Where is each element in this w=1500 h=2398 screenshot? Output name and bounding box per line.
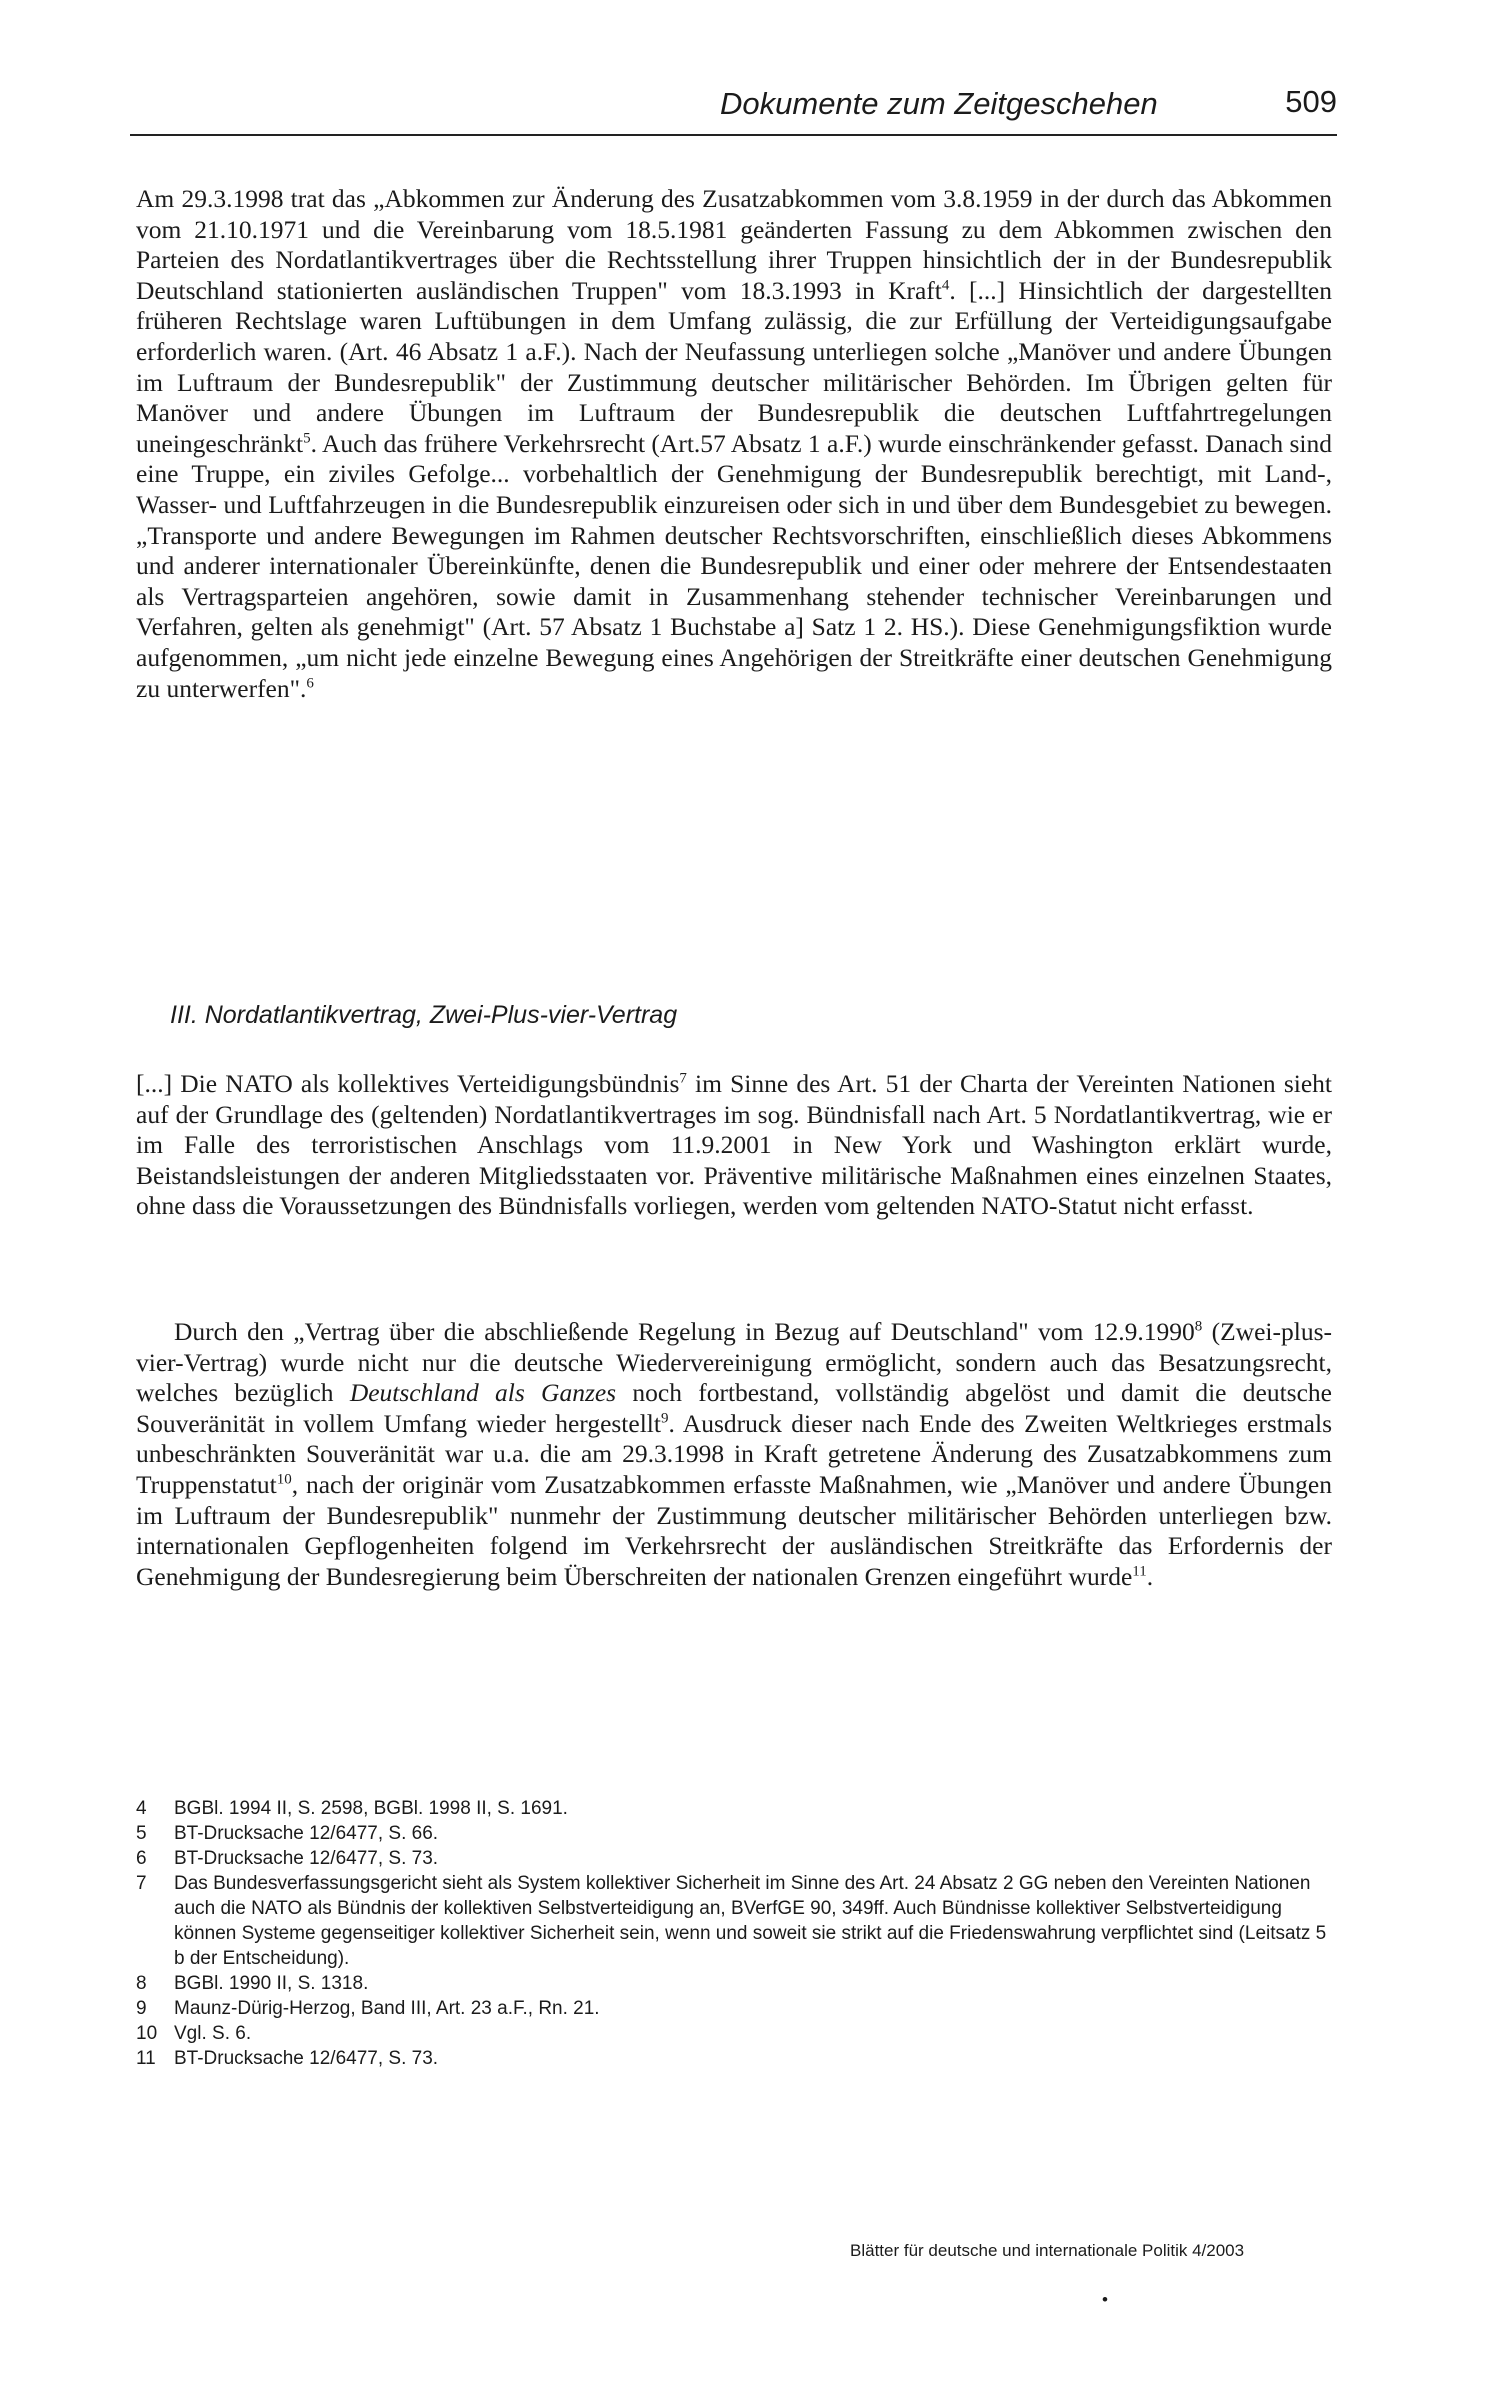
- italic-phrase: Deutschland als Ganzes: [349, 1378, 617, 1408]
- footnote-item: [136, 1871, 1336, 1971]
- journal-footer: Blätter für deutsche und internationale Politik 4/2003: [850, 2241, 1245, 2260]
- footnote-ref-11: 11: [1132, 1563, 1147, 1580]
- paragraph-nato-alliance: [136, 1069, 1332, 1222]
- footnote-item: [136, 1971, 1336, 1996]
- footnote-number: 10: [136, 2023, 158, 2044]
- footnotes: [136, 1796, 1336, 2071]
- footnote-ref-8: 8: [1194, 1318, 1203, 1335]
- footnote-item: [136, 1996, 1336, 2021]
- footnote-text: Maunz-Dürig-Herzog, Band III, Art. 23 a.F., Rn. 21.: [174, 1998, 600, 2019]
- footnote-number: 11: [136, 2048, 156, 2069]
- footnote-ref-5: 5: [303, 430, 311, 447]
- footnote-ref-4: 4: [941, 277, 950, 294]
- footnote-text: BT-Drucksache 12/6477, S. 66.: [174, 1823, 439, 1844]
- footnote-text: Vgl. S. 6.: [174, 2023, 252, 2044]
- footnote-number: 6: [136, 1848, 147, 1869]
- footnote-ref-7: 7: [679, 1070, 687, 1087]
- paragraph-text: . [...] Hinsichtlich der dargestellten früheren Rechtslage waren Luftübungen in dem Umfang zulässig, die zur Erfüllung der Verteidigungsaufgabe erforderlich waren. (Art. 46 Absatz 1 a.F.). Nach der Neufassung unterliegen solche „Manöver und andere Übungen im Luftraum der Bundesrepublik" der Zustimmung deutscher militärischer Behörden. Im Übrigen gelten für Manöver und andere Übungen im Luftraum der Bundesrepublik die deutschen Luftfahrtregelungen uneingeschränkt: [136, 275, 1332, 458]
- footnote-item: [136, 1821, 1336, 1846]
- footnote-number: 4: [136, 1798, 147, 1819]
- footnote-text: Das Bundesverfassungsgericht sieht als System kollektiver Sicherheit im Sinne des Art. 24 Absatz 2 GG neben den Vereinten Nationen auch die NATO als Bündnis der kollektiven Selbstverteidigung an, BVerfGE 90, 349ff. Auch Bündnisse kollektiver Selbstverteidigung können Systeme gegenseitiger kollektiver Sicherheit sein, wenn und soweit sie strikt auf die Friedenswahrung verpflichtet sind (Leitsatz 5 b der Entscheidung).: [174, 1873, 1327, 1969]
- footnote-number: 7: [136, 1873, 147, 1894]
- footnote-item: [136, 2021, 1336, 2046]
- footnote-text: BGBl. 1990 II, S. 1318.: [174, 1973, 369, 1994]
- paragraph-text: . Auch das frühere Verkehrsrecht (Art.57 Absatz 1 a.F.) wurde einschränkender gefasst. Danach sind eine Truppe, ein ziviles Gefolge... vorbehaltlich der Genehmigung der Bundesrepublik berechtigt, mit Land-, Wasser- und Luftfahrzeugen in die Bundesrepublik einzureisen oder sich in und über dem Bundesgebiet zu bewegen. „Transporte und andere Bewegungen im Rahmen deutscher Rechtsvorschriften, einschließlich dieses Abkommens und anderer internationaler Übereinkünfte, denen die Bundesrepublik und einer oder mehrere der Entsendestaaten als Vertragsparteien angehören, sowie damit in Zusammenhang stehender technischer Vereinbarungen und Verfahren, gelten als genehmigt" (Art. 57 Absatz 1 Buchstabe a] Satz 1 2. HS.). Diese Genehmigungsfiktion wurde aufgenommen, „um nicht jede einzelne Bewegung eines Angehörigen der Streitkräfte einer deutschen Genehmigung zu unterwerfen".: [136, 428, 1333, 703]
- footnote-text: BT-Drucksache 12/6477, S. 73.: [174, 1848, 439, 1869]
- paragraph-text: . Ausdruck dieser nach Ende des Zweiten Weltkrieges erstmals unbeschränkten Souveränität war u.a. die am 29.3.1998 in Kraft getretene Änderung des Zusatzabkommens zum Truppenstatut: [136, 1408, 1332, 1499]
- paragraph-text: im Sinne des Art. 51 der Charta der Vereinten Nationen sieht auf der Grundlage des (geltenden) Nordatlantikvertrages im sog. Bündnisfall nach Art. 5 Nordatlantikvertrag, wie er im Falle des terroristischen Anschlags vom 11.9.2001 in New York und Washington erklärt wurde, Beistandsleistungen der anderen Mitgliedsstaaten vor. Präventive militärische Maßnahmen eines einzelnen Staates, ohne dass die Voraussetzungen des Bündnisfalls vorliegen, werden vom geltenden NATO-Statut nicht erfasst.: [136, 1069, 1332, 1221]
- footer-mark: •: [1102, 2290, 1108, 2309]
- footnote-text: BGBl. 1994 II, S. 2598, BGBl. 1998 II, S. 1691.: [174, 1798, 568, 1819]
- footnote-number: 5: [136, 1823, 147, 1844]
- paragraph-nato-status-agreement: [136, 184, 1332, 704]
- footnote-item: [136, 2046, 1336, 2071]
- running-title: Dokumente zum Zeitgeschehen: [720, 86, 1158, 121]
- page-number: 509: [1285, 84, 1337, 119]
- page-header: [130, 84, 1337, 136]
- paragraph-text: Durch den „Vertrag über die abschließende Regelung in Bezug auf Deutschland" vom 12.9.1990: [174, 1317, 1195, 1346]
- paragraph-text: (Zwei-plus-vier-Vertrag) wurde nicht nur die deutsche Wiedervereinigung ermöglicht, sondern auch das Besatzungsrecht, welches bezüglich: [136, 1317, 1332, 1408]
- paragraph-two-plus-four: [136, 1317, 1332, 1592]
- footnote-ref-6: 6: [306, 675, 314, 691]
- footnote-item: [136, 1796, 1336, 1821]
- footnote-ref-9: 9: [660, 1410, 669, 1427]
- paragraph-text: [...] Die NATO als kollektives Verteidigungsbündnis: [136, 1069, 680, 1098]
- paragraph-text: .: [1146, 1561, 1154, 1591]
- footnote-ref-10: 10: [276, 1471, 292, 1488]
- footnote-number: 9: [136, 1998, 147, 2019]
- paragraph-text: , nach der originär vom Zusatzabkommen erfasste Maßnahmen, wie „Manöver und andere Übungen im Luftraum der Bundesrepublik" nunmehr der Zustimmung deutscher militärischer Behörden unterliegen bzw. internationalen Gepflogenheiten folgend im Verkehrsrecht der ausländischen Streitkräfte das Erfordernis der Genehmigung der Bundesregierung beim Überschreiten der nationalen Grenzen eingeführt wurde: [136, 1469, 1332, 1591]
- footnote-number: 8: [136, 1973, 147, 1994]
- footnote-text: BT-Drucksache 12/6477, S. 73.: [174, 2048, 439, 2069]
- paragraph-text: Am 29.3.1998 trat das „Abkommen zur Änderung des Zusatzabkommen vom 3.8.1959 in der durch das Abkommen vom 21.10.1971 und die Vereinbarung vom 18.5.1981 geänderten Fassung zu dem Abkommen zwischen den Parteien des Nordatlantikvertrages über die Rechtsstellung ihrer Truppen hinsichtlich der in der Bundesrepublik Deutschland stationierten ausländischen Truppen" vom 18.3.1993 in Kraft: [136, 184, 1332, 305]
- footnote-item: [136, 1846, 1336, 1871]
- section-heading: III. Nordatlantikvertrag, Zwei-Plus-vier-Vertrag: [170, 1001, 678, 1029]
- paragraph-text: noch fortbestand, vollständig abgelöst und damit die deutsche Souveränität in vollem Umfang wieder hergestellt: [136, 1378, 1332, 1438]
